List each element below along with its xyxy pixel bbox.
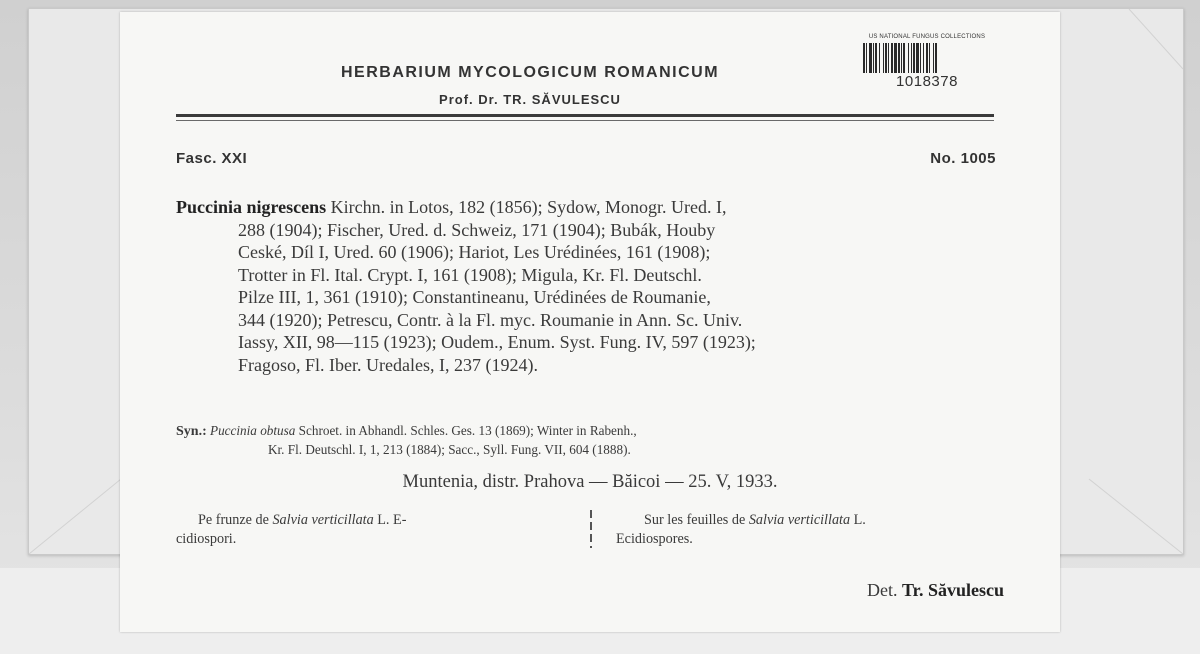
barcode-icon xyxy=(861,43,993,73)
synonym-name: Puccinia obtusa xyxy=(210,423,296,438)
determiner: Det. Tr. Săvulescu xyxy=(866,580,1004,600)
host-french: Sur les feuilles de Salvia verticillata L. Ecidiospores. xyxy=(616,512,866,547)
host-romanian: Pe frunze de Salvia verticillata L. E- cidiospori. xyxy=(176,512,407,547)
synonym-label: Syn.: xyxy=(176,424,207,439)
citation-line: Puccinia nigrescens Kirchn. in Lotos, 182 (1856); Sydow, Monogr. Ured. I, xyxy=(176,197,727,217)
citation-line: Pilze III, 1, 361 (1910); Constantineanu, Urédinées de Roumanie, xyxy=(238,287,711,307)
language-divider xyxy=(590,510,592,548)
citation-line: Trotter in Fl. Ital. Crypt. I, 161 (1908); Migula, Kr. Fl. Deutschl. xyxy=(238,264,702,285)
barcode-heading: US NATIONAL FUNGUS COLLECTIONS xyxy=(868,34,986,40)
citation-line: Fragoso, Fl. Iber. Uredales, I, 237 (1924). xyxy=(238,354,538,375)
synonym-line: Syn.: Puccinia obtusa Schroet. in Abhandl. Schles. Ges. 13 (1869); Winter in Rabenh., xyxy=(176,423,637,439)
fascicle-number: Fasc. XXI xyxy=(176,150,248,167)
herbarium-curator: Prof. Dr. TR. SĂVULESCU xyxy=(439,92,621,107)
citation-line: Iassy, XII, 98—115 (1923); Oudem., Enum. Syst. Fung. IV, 597 (1923); xyxy=(238,332,756,352)
herbarium-title: HERBARIUM MYCOLOGICUM ROMANICUM xyxy=(340,64,720,81)
barcode-number: 1018378 xyxy=(896,73,958,90)
specimen-number: No. 1005 xyxy=(930,150,996,167)
synonym-block xyxy=(176,422,1002,459)
citation-line: 288 (1904); Fischer, Ured. d. Schweiz, 171 (1904); Bubák, Houby xyxy=(238,219,716,240)
citation-line: 344 (1920); Petrescu, Contr. à la Fl. myc. Roumanie in Ann. Sc. Univ. xyxy=(238,309,743,330)
taxon-citation xyxy=(176,196,998,376)
host-species: Salvia verticillata xyxy=(272,512,374,528)
host-species: Salvia verticillata xyxy=(748,512,851,528)
taxon-name: Puccinia nigrescens xyxy=(176,197,327,217)
synonym-line: Kr. Fl. Deutschl. I, 1, 213 (1884); Sacc., Syll. Fung. VII, 604 (1888). xyxy=(268,442,631,457)
citation-line: Ceské, Díl I, Ured. 60 (1906); Hariot, Les Urédinées, 161 (1908); xyxy=(238,242,711,262)
herbarium-label xyxy=(120,12,1060,632)
collection-locality: Muntenia, distr. Prahova — Băicoi — 25. V, 1933. xyxy=(402,472,778,492)
header-rule-thin xyxy=(176,120,994,121)
determiner-name: Tr. Săvulescu xyxy=(901,580,1004,600)
header-rule-thick xyxy=(176,114,994,117)
barcode-sticker xyxy=(856,34,998,104)
